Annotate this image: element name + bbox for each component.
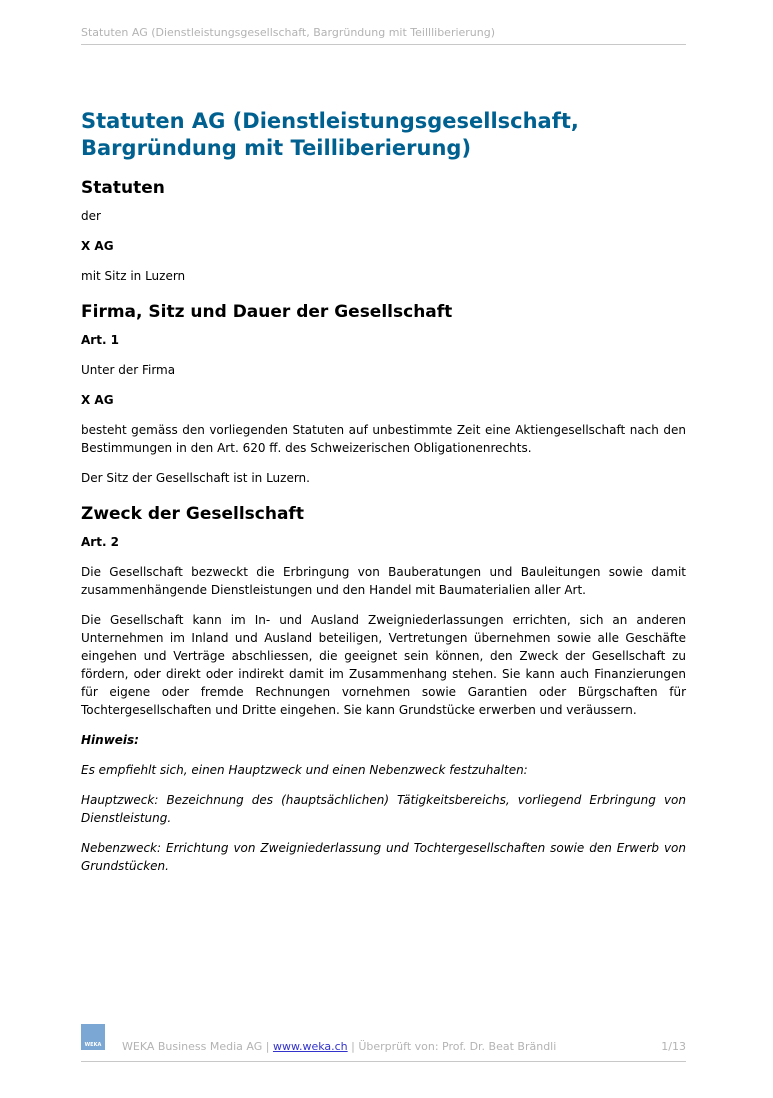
document-title	[81, 108, 686, 162]
note-3: Nebenzweck: Errichtung von Zweigniederlassung und Tochtergesellschaften sowie den Erwerb von Grundstücken.	[81, 841, 686, 873]
weka-logo	[81, 1024, 105, 1050]
art2-p2: Die Gesellschaft kann im In- und Ausland Zweigniederlassungen errichten, sich an anderen Unternehmen im Inland und Ausland beteiligen, Vertretungen übernehmen sowie alle Geschäfte eingehen und Verträge abschliessen, die geeignet sein können, den Zweck der Gesellschaft zu fördern, oder direkt oder indirekt damit im Zusammenhang stehen. Sie kann auch Finanzierungen für eigene oder fremde Rechnungen vornehmen sowie Garantien oder Bürgschaften für Tochtergesellschaften und Dritte eingehen. Sie kann Grundstücke erwerben und veräussern.	[81, 613, 686, 717]
company-name: X AG	[81, 239, 114, 253]
art1-p2: besteht gemäss den vorliegenden Statuten auf unbestimmte Zeit eine Aktiengesellschaft nach den Bestimmungen in den Art. 620 ff. des Schweizerischen Obligationenrechts.	[81, 423, 686, 455]
running-header: Statuten AG (Dienstleistungsgesellschaft, Bargründung mit Teillliberierung)	[81, 26, 686, 45]
weka-link[interactable]: www.weka.ch	[272, 1040, 348, 1053]
footer-publisher: WEKA Business Media AG |	[122, 1040, 273, 1053]
title-line-2: Bargründung mit Teilliberierung)	[81, 136, 472, 160]
title-line-1: Statuten AG (Dienstleistungsgesellschaft,	[81, 109, 579, 133]
weka-logo-icon: WEKA	[84, 1042, 102, 1048]
page-footer	[81, 1024, 686, 1062]
footer-reviewer: | Überprüft von: Prof. Dr. Beat Brändli	[347, 1040, 557, 1053]
page-number: 1/13	[661, 1040, 686, 1053]
art1-p3: Der Sitz der Gesellschaft ist in Luzern.	[81, 471, 310, 485]
text-der: der	[81, 209, 101, 223]
art2-p1: Die Gesellschaft bezweckt die Erbringung von Bauberatungen und Bauleitungen sowie damit zusammenhängende Dienstleistungen und den Handel mit Baumaterialien aller Art.	[81, 565, 686, 597]
art1-company: X AG	[81, 393, 114, 407]
heading-statuten: Statuten	[81, 178, 165, 198]
note-label: Hinweis:	[81, 733, 139, 747]
art1-p1: Unter der Firma	[81, 363, 176, 377]
article-2: Art. 2	[81, 535, 120, 549]
heading-firma: Firma, Sitz und Dauer der Gesellschaft	[81, 302, 453, 322]
note-1: Es empfiehlt sich, einen Hauptzweck und einen Nebenzweck festzuhalten:	[81, 763, 528, 777]
text-seat: mit Sitz in Luzern	[81, 269, 186, 283]
article-1: Art. 1	[81, 333, 120, 347]
footer-text	[122, 1040, 556, 1053]
heading-zweck: Zweck der Gesellschaft	[81, 504, 304, 524]
note-2: Hauptzweck: Bezeichnung des (hauptsächlichen) Tätigkeitsbereichs, vorliegend Erbringung von Dienstleistung.	[81, 793, 686, 825]
document-body	[81, 108, 686, 887]
